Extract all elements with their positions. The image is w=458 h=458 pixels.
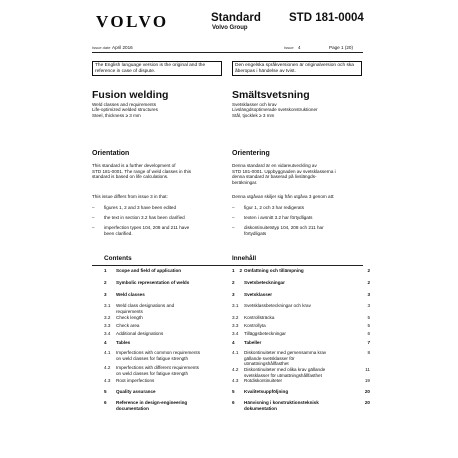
toc-entry-title: Svetsklasser <box>244 292 273 297</box>
toc-entry-number: 3.4 <box>232 331 239 336</box>
toc-entry-title: Check length <box>116 315 143 320</box>
toc-entry-page: 5 <box>367 315 370 320</box>
toc-entry-title: Reference in design-engineering documentation <box>116 400 188 411</box>
toc-entry-title: Diskontinuiteter med gemensamma krav gällande svetsklasser för utmattningshållfasthet <box>244 350 327 367</box>
toc-entry-title: Weld class designations and requirements <box>116 303 175 314</box>
toc-entry-number: 3 <box>232 292 235 297</box>
toc-entry-page: 2 <box>367 280 370 285</box>
toc-entry-number: 6 <box>104 400 107 405</box>
toc-entry-title: Weld classes <box>116 292 145 297</box>
toc-entry-number: 2 <box>232 280 235 285</box>
toc-entry-title: Svetsbeteckningar <box>244 280 285 285</box>
toc-entry-number: 4.2 <box>104 365 111 370</box>
standard-number: STD 181-0004 <box>289 12 364 24</box>
toc-entry-title: Kontrollsträcka <box>244 315 275 320</box>
toc-entry-page: 20 <box>364 389 370 394</box>
toc-entry-number: 5 <box>232 389 235 394</box>
toc-entry-number: 3.4 <box>104 331 111 336</box>
subtitle-english: Weld classes and requirements Life-optimized welded structures Steel, thickness ≥ 3 mm <box>92 102 158 118</box>
toc-entry-title: Imperfections with common requirements on weld classes for fatigue strength <box>116 350 200 361</box>
toc-entry-title: Root imperfections <box>116 378 155 383</box>
toc-entry-page: 5 <box>367 323 370 328</box>
toc-entry-number: 4.3 <box>232 378 239 383</box>
orientation-text-swedish: Denna standard är en vidareutveckling av STD 181-0001. Uppbyggnaden av svetsklasserna i denna standard är baserad på livslängds- beräkningar. <box>232 163 336 185</box>
toc-entry-number: 1 <box>232 268 235 273</box>
toc-entry-page: 19 <box>364 378 370 383</box>
orientation-text-english: This standard is a further development of STD 181-0001. The range of weld classes in this standard is based on life calculations. <box>92 163 191 180</box>
toc-entry-number: 4 <box>104 340 107 345</box>
issue-number: 4 <box>298 45 301 50</box>
toc-entry-number: 4.3 <box>104 378 111 383</box>
toc-entry-title: Symbolic representation of welds <box>116 280 190 285</box>
toc-entry-title: Kvalitetsuppföljning <box>244 389 289 394</box>
toc-entry-title: Quality assurance <box>116 389 156 394</box>
orientation-heading-english: Orientation <box>92 150 130 157</box>
contents-rule <box>92 265 363 266</box>
issue-label: Issue <box>284 45 294 50</box>
toc-entry-number: 5 <box>104 389 107 394</box>
changes-intro-swedish: Denna utgåvan skiljer sig från utgåva 3 genom att: <box>232 194 335 199</box>
contents-heading-swedish: Innehåll <box>232 255 257 262</box>
toc-entry-title: Tables <box>116 340 131 345</box>
notice-english: The English language version is the original and the reference in case of dispute. <box>92 61 222 76</box>
issue-date: April 2016 <box>112 45 133 50</box>
toc-entry-number: 4.2 <box>232 367 239 372</box>
toc-entry-page: 2 <box>239 268 242 273</box>
toc-entry-page: 11 <box>365 367 370 372</box>
toc-entry-number: 3.3 <box>104 323 111 328</box>
toc-entry-page: 20 <box>364 400 370 405</box>
toc-entry-page: 3 <box>367 303 370 308</box>
toc-entry-page: 3 <box>367 292 370 297</box>
toc-entry-number: 3 <box>104 292 107 297</box>
toc-entry-page: 8 <box>367 350 370 355</box>
toc-entry-number: 3.1 <box>232 303 239 308</box>
toc-entry-title: Rotdiskontinuiteter <box>244 378 283 383</box>
toc-entry-page: 2 <box>367 268 370 273</box>
title-swedish: Smältsvetsning <box>232 89 310 101</box>
toc-entry-number: 3.2 <box>232 315 239 320</box>
toc-entry-number: 2 <box>104 280 107 285</box>
toc-entry-number: 4.1 <box>232 350 239 355</box>
issue-date-label: Issue date <box>92 45 111 50</box>
toc-entry-number: 3.2 <box>104 315 111 320</box>
toc-entry-title: Svetsklassbeteckningar och krav <box>244 303 311 308</box>
title-english: Fusion welding <box>92 89 169 101</box>
toc-entry-title: Diskontinuiteter med olika krav gällande svetsklasser för utmattningshållfasthet <box>244 367 326 378</box>
subtitle-swedish: Svetsklasser och krav Livslängdsoptimerade svetskonstruktioner Stål, tjocklek ≥ 3 mm <box>232 102 318 118</box>
toc-entry-number: 3.3 <box>232 323 239 328</box>
toc-entry-page: 7 <box>367 340 370 345</box>
contents-heading-english: Contents <box>104 255 132 262</box>
notice-swedish: Den engelska språkversionen är originalversion och ska åberopas i händelse av tvist. <box>232 61 362 76</box>
toc-entry-number: 6 <box>232 400 235 405</box>
toc-entry-number: 3.1 <box>104 303 111 308</box>
group-name: Volvo Group <box>212 25 248 31</box>
toc-entry-number: 1 <box>104 268 107 273</box>
toc-entry-page: 6 <box>367 331 370 336</box>
toc-entry-title: Additional designations <box>116 331 164 336</box>
toc-entry-number: 4 <box>232 340 235 345</box>
toc-entry-title: Tabeller <box>244 340 262 345</box>
toc-entry-title: Omfattning och tillämpning <box>244 268 304 273</box>
header-rule <box>92 52 363 53</box>
toc-entry-title: Scope and field of application <box>116 268 182 273</box>
toc-entry-number: 4.1 <box>104 350 111 355</box>
orientation-heading-swedish: Orientering <box>232 150 270 157</box>
document-page: VOLVO Standard Volvo Group STD 181-0004 Issue date April 2016 Issue 4 Page 1 (20) The English language version is the original and the reference in case of dispute. Den engelska språkversionen är originalversion och ska åberopas i händelse av tvist. Fusion welding Smältsvetsning Weld classes and requirements Life-optimized welded structures Steel, thickness ≥ 3 mm Svetsklasser och krav Livslängdsoptimerade svetskonstruktioner Stål, tjocklek ≥ 3 mm Orientation Orientering This standard is a further development of STD 181-0001. The range of weld classes in this standard is based on life calculations. Denna standard är en vidareutveckling av STD 181-0001. Uppbyggnaden av svetsklasserna i denna standard är baserad på livslängds- beräkningar. This issue differs from issue 3 in that: Denna utgåvan skiljer sig från utgåva 3 genom att: – figures 1, 2 and 3 have been edited – the text in section 3.2 has been clarified – imperfection types 104, 208 and 211 have been clarified. – figur 1, 2 och 3 har redigerats – texten i avsnitt 3.2 har förtydligats – diskontinuitetstyp 104, 208 och 211 har förtydligats Contents Innehåll 1 Scope and field of application 2 2 Symbolic representation of welds 3 Weld classes 3.1 Weld class designations and requirements 3.2 Check length 3.3 Check area 3.4 Additional designations 4 Tables 4.1 Imperfections with common requirements on weld classes for fatigue strength 4.2 Imperfections with different requirements on weld classes for fatigue strength 4.3 Root imperfections 5 Quality assurance 6 Reference in design-engineering documentation 1 Omfattning och tillämpning 2 2 Svetsbeteckningar 2 3 Svetsklasser 3 3.1 Svetsklassbeteckningar och krav 3 3.2 Kontrollsträcka 5 3.3 Kontrollyta 5 3.4 Tilläggsbeteckningar 6 4 Tabeller 7 4.1 Diskontinuiteter med gemensamma krav gällande svetsklasser för utmattningshållfasthet 8 4.2 Diskontinuiteter med olika krav gällande svetsklasser för utmattningshållfasthet 11 4.3 Rotdiskontinuiteter 19 5 Kvalitetsuppföljning 20 6 Hänvisning i konstruktionsteknisk dokumentation 20 <box>92 12 370 411</box>
toc-entry-title: Hänvisning i konstruktionsteknisk dokumentation <box>244 400 319 411</box>
toc-entry-title: Kontrollyta <box>244 323 266 328</box>
changes-intro-english: This issue differs from issue 3 in that: <box>92 194 168 199</box>
toc-entry-title: Imperfections with different requirements on weld classes for fatigue strength <box>116 365 199 376</box>
volvo-logo: VOLVO <box>96 12 169 31</box>
toc-entry-title: Tilläggsbeteckningar <box>244 331 286 336</box>
doc-type: Standard <box>211 12 261 24</box>
toc-entry-title: Check area <box>116 323 140 328</box>
page-number: Page 1 (20) <box>329 45 354 50</box>
